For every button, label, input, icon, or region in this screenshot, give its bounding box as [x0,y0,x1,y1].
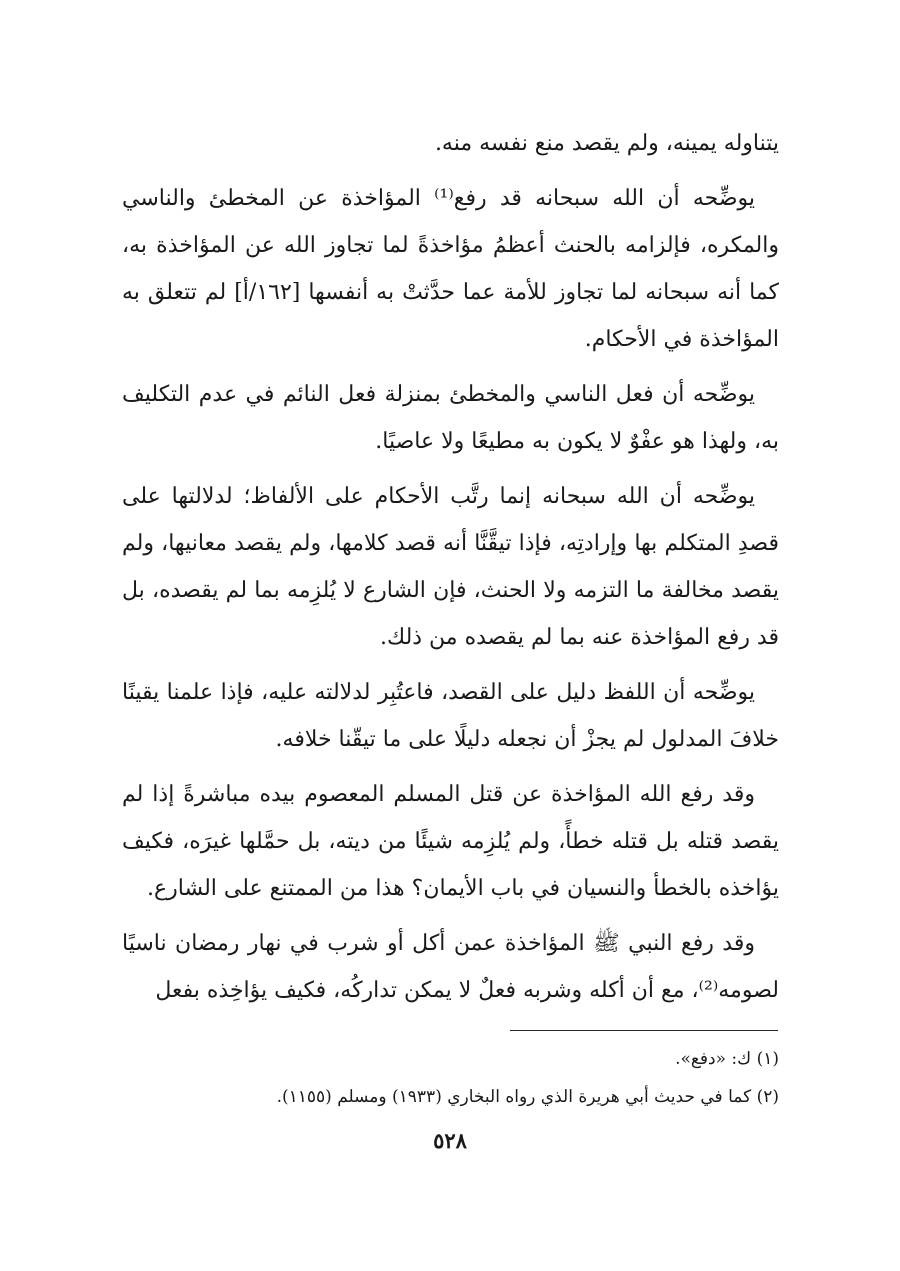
paragraph-1: يتناوله يمينه، ولم يقصد منع نفسه منه. [434,131,779,156]
paragraph-4: يوضِّحه أن الله سبحانه إنما رتَّب الأحكام على الألفاظ؛ لدلالتها على قصدِ المتكلم بها وإرادتِه، فإذا تيقَّنَّا أنه قصد كلامها، ولم يقصد معانيها، ولم يقصد مخالفة ما التزمه ولا الحنث، فإن الشارع لا يُلزِمه بما لم يقصده، بل قد رفع المؤاخذة عنه بما لم يقصده من ذلك. [122,484,779,650]
paragraph-7: وقد رفع النبي ﷺ المؤاخذة عمن أكل أو شرب في نهار رمضان ناسيًا لصومه⁽²⁾، مع أن أكله وشربه فعلٌ لا يمكن تداركُه، فكيف يؤاخِذه بفعل [122,931,779,1003]
footnotes [122,1040,779,1116]
page-number: ٥٢٨ [433,1128,467,1153]
paragraph-6: وقد رفع الله المؤاخذة عن قتل المسلم المعصوم بيده مباشرةً إذا لم يقصد قتله بل قتله خطأً، ولم يُلزِمه شيئًا من ديته، بل حمَّلها غيرَه، فكيف يؤاخذه بالخطأ والنسيان في باب الأيمان؟ هذا من الممتنع على الشارع. [122,782,779,901]
footnote-divider [510,1030,778,1031]
footnote-2: (٢) كما في حديث أبي هريرة الذي رواه البخاري (١٩٣٣) ومسلم (١١٥٥). [276,1087,779,1107]
footnote-1: (١) ك: «دفع». [675,1049,779,1069]
paragraph-3: يوضِّحه أن فعل الناسي والمخطئ بمنزلة فعل النائم في عدم التكليف به، ولهذا هو عفْوٌ لا يكون به مطيعًا ولا عاصيًا. [122,382,779,454]
main-text [122,120,779,1022]
paragraph-5: يوضِّحه أن اللفظ دليل على القصد، فاعتُبِر لدلالته عليه، فإذا علمنا يقينًا خلافَ المدلول لم يجزْ أن نجعله دليلًا على ما تيقّنا خلافه. [122,680,779,752]
paragraph-2: يوضِّحه أن الله سبحانه قد رفع⁽¹⁾ المؤاخذة عن المخطئ والناسي والمكره، فإلزامه بالحنث أعظمُ مؤاخذةً لما تجاوز الله عن المؤاخذة به، كما أنه سبحانه لما تجاوز للأمة عما حدَّثتْ به أنفسها [١٦٢/أ] لم تتعلق به المؤاخذة في الأحكام. [122,186,779,352]
